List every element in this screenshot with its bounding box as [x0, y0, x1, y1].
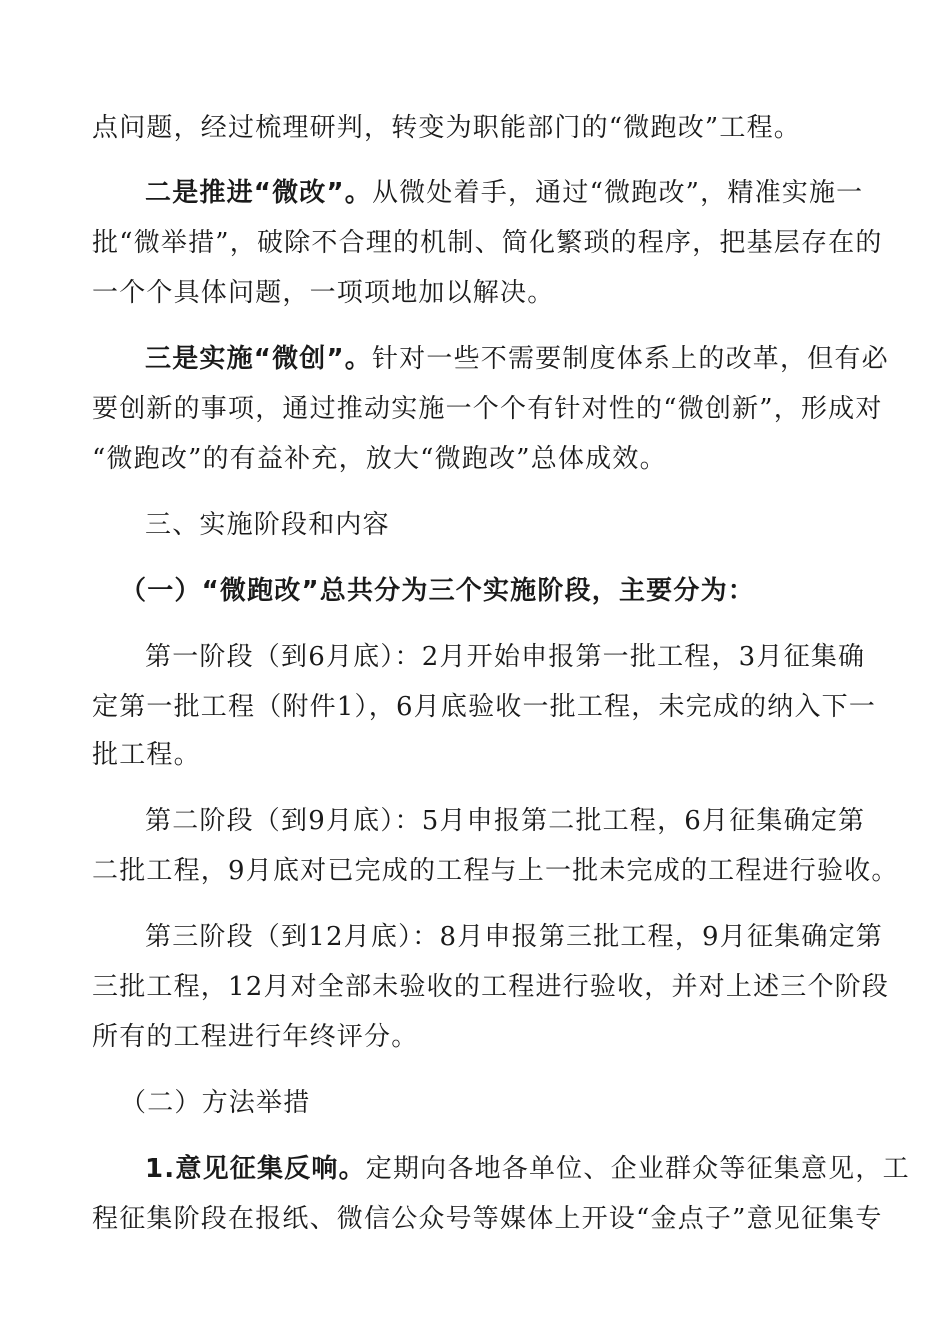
paragraph-line: 三批工程，12月对全部未验收的工程进行验收，并对上述三个阶段 — [92, 972, 890, 1002]
paragraph-line: “微跑改”的有益补充，放大“微跑改”总体成效。 — [92, 444, 667, 474]
section-heading: 三、实施阶段和内容 — [145, 510, 390, 540]
paragraph-line — [145, 1151, 910, 1187]
paragraph-line — [145, 341, 889, 377]
paragraph-line: 一个个具体问题，一项项地加以解决。 — [92, 278, 555, 308]
paragraph-text: 针对一些不需要制度体系上的改革，但有必 — [371, 344, 889, 374]
paragraph-line: 批工程。 — [92, 740, 201, 770]
paragraph-lead: 二是推进“微改”。 — [145, 178, 372, 208]
paragraph-line: 点问题，经过梳理研判，转变为职能部门的“微跑改”工程。 — [92, 113, 801, 143]
paragraph-lead: 1.意见征集反响。 — [145, 1154, 366, 1184]
subsection-heading: （二）方法举措 — [120, 1088, 311, 1118]
subsection-heading: （一）“微跑改”总共分为三个实施阶段，主要分为： — [120, 576, 755, 606]
paragraph-line: 定第一批工程（附件1），6月底验收一批工程，未完成的纳入下一 — [92, 692, 877, 722]
paragraph-line: 第三阶段（到12月底）：8月申报第三批工程，9月征集确定第 — [145, 922, 883, 952]
paragraph-line: 所有的工程进行年终评分。 — [92, 1022, 419, 1052]
paragraph-line: 批“微举措”，破除不合理的机制、简化繁琐的程序，把基层存在的 — [92, 228, 883, 258]
paragraph-line: 要创新的事项，通过推动实施一个个有针对性的“微创新”，形成对 — [92, 394, 883, 424]
paragraph-line: 第二阶段（到9月底）：5月申报第二批工程，6月征集确定第 — [145, 806, 866, 836]
paragraph-line: 第一阶段（到6月底）：2月开始申报第一批工程，3月征集确 — [145, 642, 866, 672]
paragraph-text: 从微处着手，通过“微跑改”，精准实施一 — [371, 178, 864, 208]
paragraph-line — [145, 175, 863, 211]
paragraph-lead: 三是实施“微创”。 — [145, 344, 372, 374]
paragraph-text: 定期向各地各单位、企业群众等征集意见，工 — [365, 1154, 910, 1184]
paragraph-line: 程征集阶段在报纸、微信公众号等媒体上开设“金点子”意见征集专 — [92, 1204, 883, 1234]
paragraph-line: 二批工程，9月底对已完成的工程与上一批未完成的工程进行验收。 — [92, 856, 899, 886]
